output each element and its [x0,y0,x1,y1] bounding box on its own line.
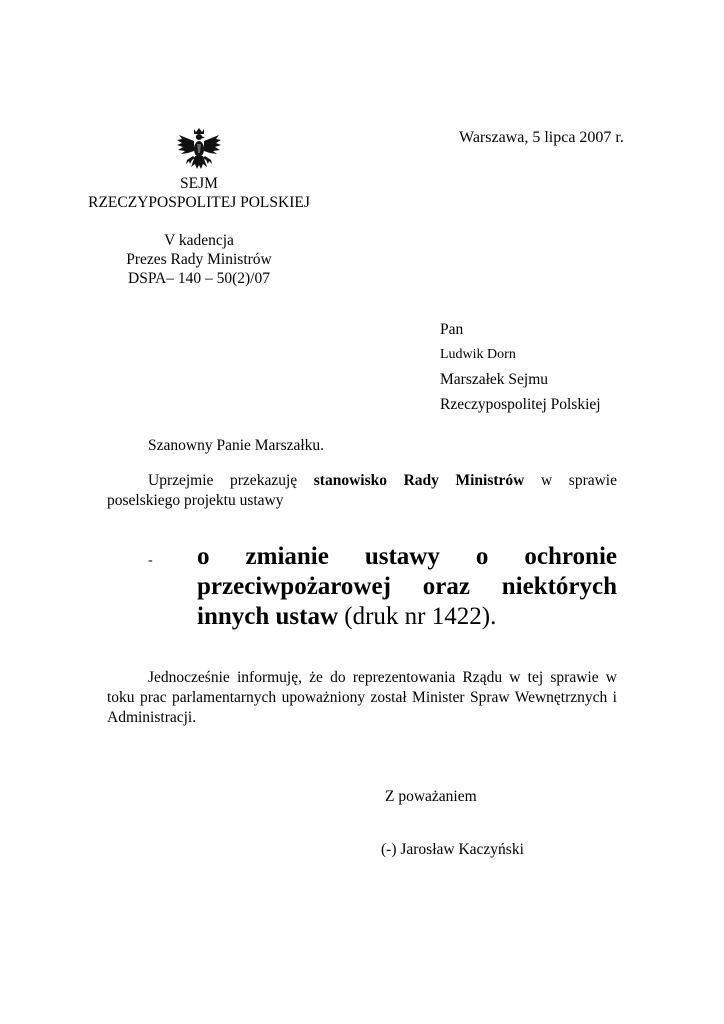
bill-title [197,542,617,632]
sender-block [80,174,318,288]
eagle-emblem-icon [176,127,222,175]
bullet-dash: - [148,553,153,568]
date-line: Warszawa, 5 lipca 2007 r. [459,129,624,146]
recipient-line-pan: Pan [440,321,464,338]
recipient-line-title: Marszałek Sejmu [440,371,549,388]
paragraph-intro [107,471,617,511]
bill-title-print-number: (druk nr 1422). [338,603,497,630]
paragraph-representation-text: Jednocześnie informuję, że do reprezentowania Rządu w tej sprawie w toku prac parlamentarnych upoważniony został Minister Spraw Wewnętrznych i Administracji. [107,669,617,726]
salutation: Szanowny Panie Marszałku. [148,437,325,454]
bill-title-line-3-bold: innych ustaw [197,603,339,630]
bill-title-line-3 [197,602,617,632]
sender-line-rzeczypospolitej: RZECZYPOSPOLITEJ POLSKIEJ [88,194,310,211]
paragraph-intro-before: Uprzejmie przekazuję [148,472,314,489]
sender-line-kadencja: V kadencja [164,232,234,249]
paragraph-intro-after: w sprawie poselskiego projektu ustawy [107,472,617,509]
recipient-block [440,320,601,420]
paragraph-intro-bold: stanowisko Rady Ministrów [313,472,525,489]
bill-title-line-1: o zmianie ustawy o ochronie [197,543,617,570]
closing-phrase: Z poważaniem [385,788,477,805]
sender-line-prezes: Prezes Rady Ministrów [126,251,272,268]
sender-line-reference-number: DSPA– 140 – 50(2)/07 [128,270,270,287]
signature: (-) Jarosław Kaczyński [381,841,524,858]
sender-line-sejm: SEJM [180,175,218,192]
recipient-line-institution: Rzeczypospolitej Polskiej [440,396,601,413]
bill-title-line-2: przeciwpożarowej oraz niektórych [197,573,617,600]
recipient-line-name: Ludwik Dorn [440,347,516,362]
paragraph-representation [107,668,617,728]
